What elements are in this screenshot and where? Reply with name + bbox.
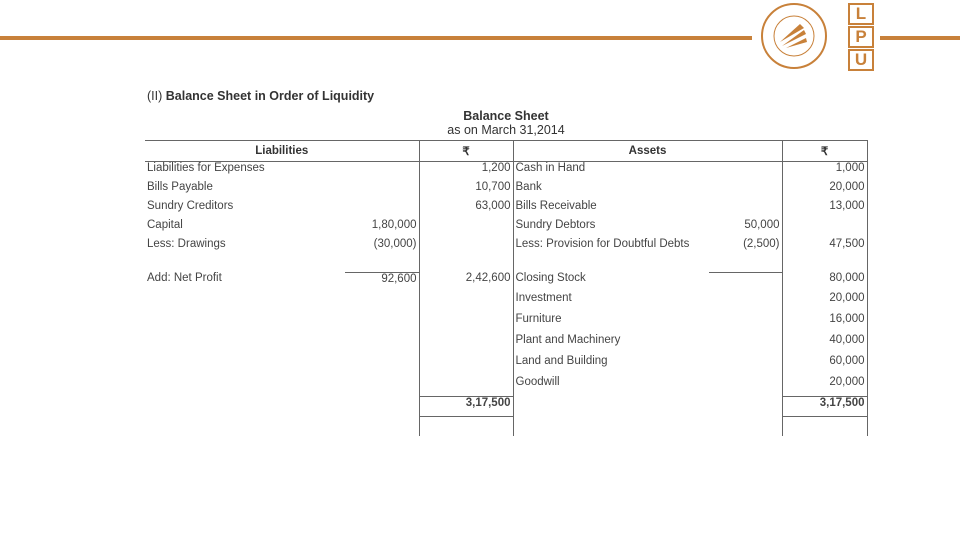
- table-row: [145, 219, 867, 238]
- liability-amount: [419, 355, 513, 376]
- totals-row: [145, 397, 867, 417]
- table-row: [145, 181, 867, 200]
- asset-amount: [782, 219, 867, 238]
- asset-label: Investment: [515, 291, 572, 304]
- liability-label: [145, 292, 345, 313]
- asset-label: Bank: [515, 181, 542, 193]
- asset-label: Cash in Hand: [515, 162, 586, 174]
- header-rule-right: [880, 36, 960, 40]
- liability-amount: 1,200: [419, 162, 513, 182]
- asset-label: Sundry Debtors: [515, 219, 596, 231]
- section-prefix: (II): [147, 89, 163, 103]
- assets-total: 3,17,500: [782, 397, 867, 417]
- asset-inner-amount: [709, 200, 782, 219]
- asset-inner-amount: [709, 181, 782, 200]
- liability-label: Less: Drawings: [147, 238, 226, 250]
- liability-label: [145, 355, 345, 376]
- liability-label: Sundry Creditors: [147, 200, 234, 212]
- asset-amount: 47,500: [782, 238, 867, 272]
- table-row: [145, 238, 867, 272]
- assets-header: Assets: [513, 141, 782, 162]
- liability-label: [145, 376, 345, 397]
- lpu-logo: [848, 3, 874, 72]
- asset-amount: 16,000: [782, 313, 867, 334]
- liability-amount: [419, 292, 513, 313]
- asset-amount: 20,000: [782, 181, 867, 200]
- asset-amount: 80,000: [782, 272, 867, 292]
- liabilities-total: 3,17,500: [419, 397, 513, 417]
- sheet-date: as on March 31,2014: [447, 123, 565, 137]
- asset-inner-amount: [709, 162, 782, 182]
- currency-header-right: ₹: [782, 141, 867, 162]
- balance-sheet-table: [145, 140, 868, 436]
- liability-inner-amount: [345, 334, 419, 355]
- liability-inner-amount: [345, 376, 419, 397]
- asset-inner-amount: [709, 292, 782, 313]
- liabilities-header: Liabilities: [145, 141, 419, 162]
- table-row: [145, 272, 867, 292]
- liability-inner-amount: (30,000): [373, 238, 417, 250]
- liability-inner-amount: [345, 292, 419, 313]
- asset-label: Furniture: [515, 312, 562, 325]
- table-row: [145, 376, 867, 397]
- asset-inner-amount: [709, 376, 782, 397]
- liability-inner-amount: [345, 181, 419, 200]
- liability-inner-amount: [345, 162, 419, 182]
- asset-inner-amount: [709, 355, 782, 376]
- liability-label: Liabilities for Expenses: [147, 162, 265, 174]
- university-seal-logo: [752, 2, 836, 70]
- asset-amount: 1,000: [782, 162, 867, 182]
- asset-label: Closing Stock: [515, 272, 586, 284]
- asset-label: Less: Provision for Doubtful Debts: [515, 238, 690, 250]
- liability-amount: [419, 334, 513, 355]
- liability-label: Add: Net Profit: [147, 272, 222, 284]
- header-rule-left: [0, 36, 752, 40]
- asset-amount: 20,000: [782, 292, 867, 313]
- asset-inner-amount: [709, 334, 782, 355]
- liability-inner-amount: [345, 355, 419, 376]
- liability-inner-amount: 1,80,000: [371, 219, 417, 231]
- table-row: [145, 334, 867, 355]
- lpu-letter-p: P: [848, 26, 874, 48]
- asset-label: Plant and Machinery: [515, 333, 621, 346]
- table-header-row: [145, 141, 867, 162]
- liability-amount: [419, 219, 513, 238]
- asset-label: Land and Building: [515, 354, 608, 367]
- balance-sheet-document: [145, 80, 875, 450]
- liability-amount: 63,000: [419, 200, 513, 219]
- liability-inner-amount: [345, 200, 419, 219]
- liability-inner-amount: 92,600: [345, 272, 419, 292]
- asset-label: Bills Receivable: [515, 200, 597, 212]
- liability-amount: [419, 313, 513, 334]
- asset-inner-amount: 50,000: [744, 219, 780, 231]
- liability-amount: 2,42,600: [419, 272, 513, 292]
- asset-label: Goodwill: [515, 375, 560, 388]
- liability-amount: [419, 238, 513, 272]
- lpu-letter-l: L: [848, 3, 874, 25]
- table-row: [145, 162, 867, 182]
- sheet-title: Balance Sheet: [463, 109, 549, 123]
- asset-inner-amount: [709, 272, 782, 292]
- liability-label: [145, 334, 345, 355]
- liability-label: [145, 313, 345, 334]
- asset-amount: 13,000: [782, 200, 867, 219]
- lpu-letter-u: U: [848, 49, 874, 71]
- asset-amount: 40,000: [782, 334, 867, 355]
- blank-row: [145, 417, 867, 437]
- liability-label: Bills Payable: [147, 181, 213, 193]
- liability-label: Capital: [147, 219, 183, 231]
- table-row: [145, 313, 867, 334]
- currency-header-left: ₹: [419, 141, 513, 162]
- table-row: [145, 355, 867, 376]
- asset-inner-amount: [709, 313, 782, 334]
- section-heading-text: Balance Sheet in Order of Liquidity: [165, 89, 375, 103]
- liability-amount: [419, 376, 513, 397]
- asset-amount: 20,000: [782, 376, 867, 397]
- liability-amount: 10,700: [419, 181, 513, 200]
- liability-inner-amount: [345, 313, 419, 334]
- asset-amount: 60,000: [782, 355, 867, 376]
- table-row: [145, 200, 867, 219]
- section-heading: [147, 89, 374, 103]
- asset-inner-amount: (2,500): [709, 238, 782, 272]
- table-row: [145, 292, 867, 313]
